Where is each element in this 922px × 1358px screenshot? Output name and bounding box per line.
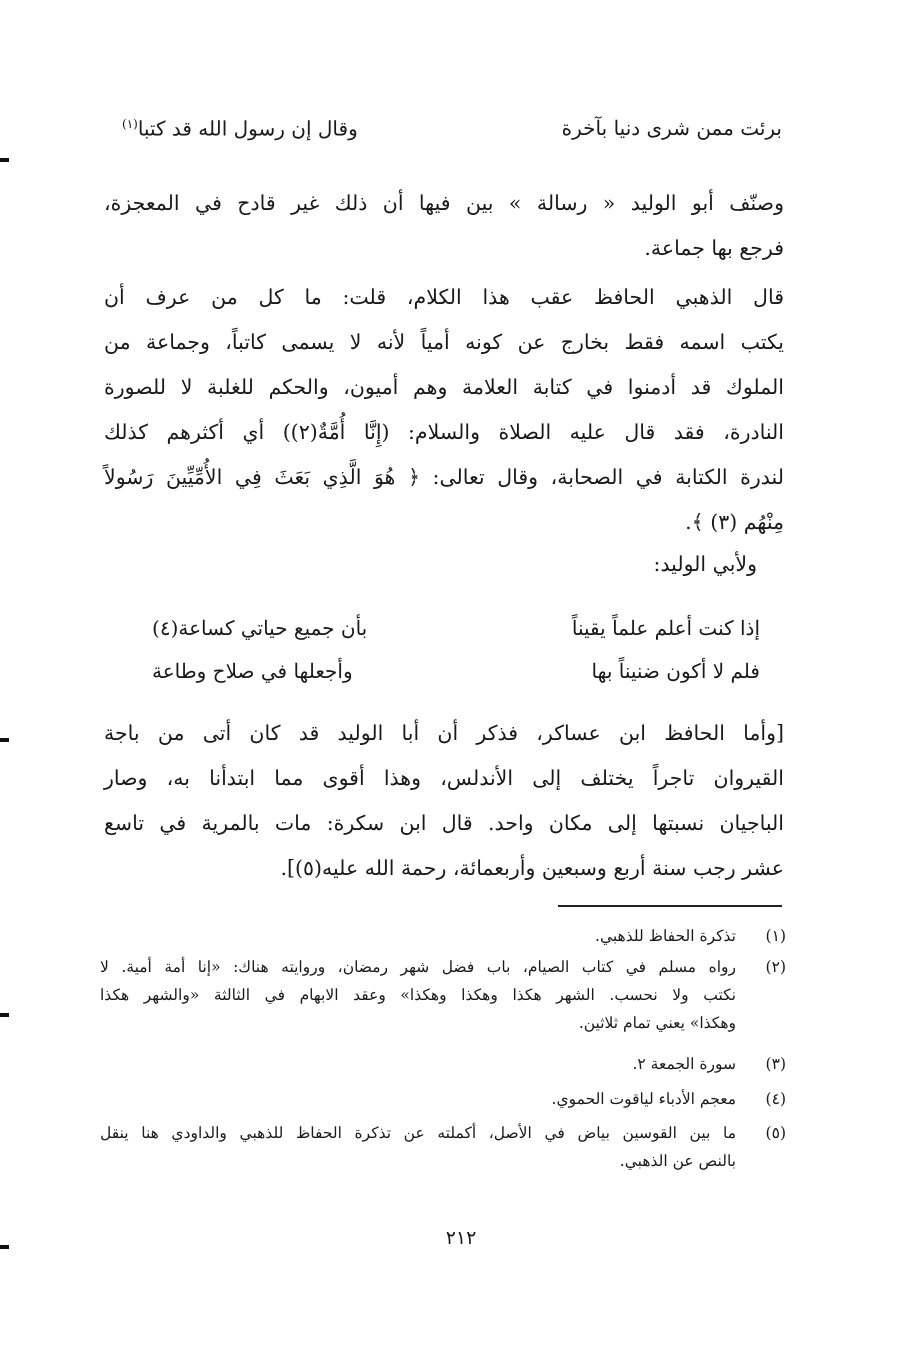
text-line: النادرة، فقد قال عليه الصلاة والسلام: (إِنَّا أُمَّةٌ(٢)) أي أكثرهم كذلك [104, 420, 784, 444]
text-line: يكتب اسمه فقط بخارج عن كونه أمياً لأنه لا يسمى كاتباً، وجماعة من [104, 330, 784, 354]
footnote-ref: (١) [122, 117, 138, 131]
page-number: ٢١٢ [445, 1227, 477, 1249]
footnote-4 [100, 1085, 786, 1113]
footnote-3 [100, 1050, 786, 1078]
poem-verse-2 [152, 661, 760, 681]
footnote-number: (٥) [765, 1124, 786, 1142]
paragraph-1 [104, 181, 784, 271]
verse-hemistich: وأجعلها في صلاح وطاعة [152, 659, 353, 683]
text-line: فرجع بها جماعة. [644, 236, 784, 260]
text-line: القيروان تاجراً يختلف إلى الأندلس، وهذا أقوى مما ابتدأنا به، وصار [104, 766, 784, 790]
footnote-number: (٣) [765, 1055, 786, 1073]
text-line: مِنْهُم (٣) ﴾. [685, 510, 784, 534]
margin-mark [0, 158, 9, 162]
paragraph-2 [104, 275, 784, 545]
margin-mark [0, 1013, 9, 1017]
footnote-line: سورة الجمعة ٢. [632, 1055, 736, 1073]
footnote-number: (٤) [765, 1090, 786, 1108]
footnote-line: تذكرة الحفاظ للذهبي. [595, 927, 736, 945]
footnote-line: رواه مسلم في كتاب الصيام، باب فضل شهر رمضان، وروايته هناك: «إنا أمة أمية. لا [100, 958, 736, 976]
footnote-line: ما بين القوسين بياض في الأصل، أكملته عن تذكرة الحفاظ للذهبي والداودي هنا ينقل [100, 1124, 736, 1142]
footnote-number: (٢) [765, 958, 786, 976]
text-line: [وأما الحافظ ابن عساكر، فذكر أن أبا الوليد قد كان أتى من باجة [104, 721, 784, 745]
opening-verse [122, 118, 782, 139]
footnote-line: وهكذا» يعني تمام ثلاثين. [578, 1014, 736, 1032]
verse-hemistich: وقال إن رسول الله قد كتبا$^{(١)}$ [122, 116, 358, 141]
verse-hemistich: إذا كنت أعلم علماً يقيناً [571, 616, 760, 640]
poem-heading: ولأبي الوليد: [653, 552, 757, 576]
footnote-1 [100, 922, 786, 950]
text-line: عشر رجب سنة أربع وسبعين وأربعمائة، رحمة الله عليه(٥)]. [280, 856, 784, 880]
footnote-line: معجم الأدباء لياقوت الحموي. [551, 1090, 736, 1108]
footnote-line: نكتب ولا نحسب. الشهر هكذا وهكذا وهكذا» وعقد الابهام في الثالثة «والشهر هكذا [100, 986, 736, 1004]
verse-hemistich: فلم لا أكون ضنيناً بها [591, 659, 760, 683]
verse-hemistich: برئت ممن شرى دنيا بآخرة [561, 116, 782, 140]
footnote-5 [100, 1119, 786, 1175]
verse-hemistich: بأن جميع حياتي كساعة(٤) [152, 616, 368, 640]
paragraph-3 [104, 711, 784, 891]
text-line: وصنّف أبو الوليد « رسالة » بين فيها أن ذلك غير قادح في المعجزة، [104, 191, 784, 215]
footnote-line: بالنص عن الذهبي. [619, 1152, 736, 1170]
footnote-number: (١) [765, 927, 786, 945]
text-line: لندرة الكتابة في الصحابة، وقال تعالى: ﴿ هُوَ الَّذِي بَعَثَ فِي الأُمِّيِّينَ رَسُولاً [104, 465, 784, 489]
poem-verse-1 [152, 618, 760, 638]
margin-mark [0, 738, 9, 742]
text-line: الباجيان نسبتها إلى مكان واحد. قال ابن سكرة: مات بالمرية في تاسع [104, 811, 784, 835]
text-line: الملوك قد أدمنوا في كتابة العلامة وهم أميون، والحكم للغلبة لا للصورة [104, 375, 784, 399]
footnote-2 [100, 953, 786, 1037]
footnote-divider [558, 905, 782, 907]
text-line: قال الذهبي الحافظ عقب هذا الكلام، قلت: ما كل من عرف أن [104, 285, 784, 309]
